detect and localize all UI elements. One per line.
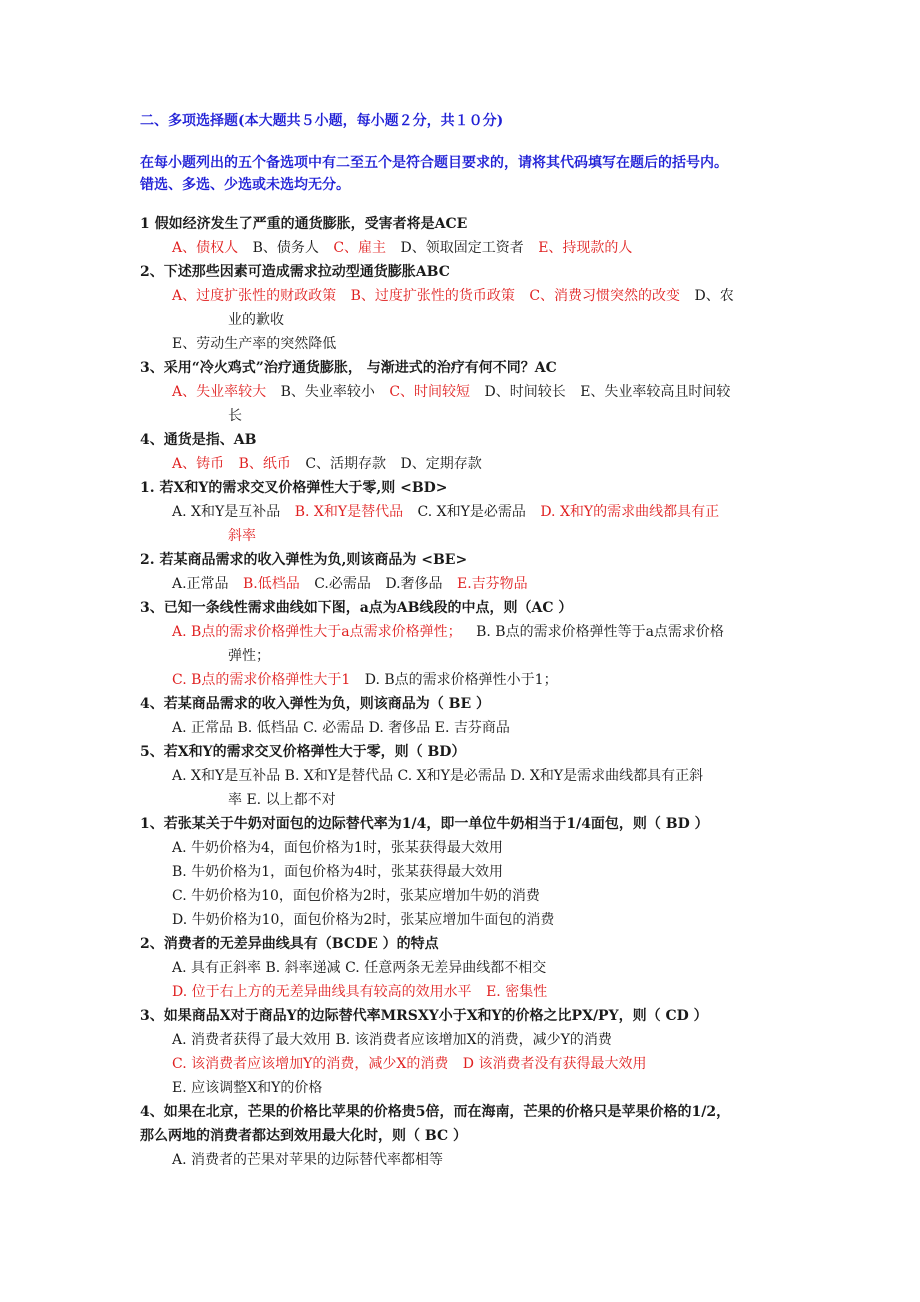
option: D. 牛奶价格为10，面包价格为2时，张某应增加牛面包的消费 — [172, 912, 555, 928]
option-continuation: 长 — [228, 408, 242, 424]
option-continuation: 业的歉收 — [228, 312, 284, 328]
option: D 该消费者没有获得最大效用 — [462, 1056, 647, 1072]
options-row — [172, 500, 790, 524]
option: A. B点的需求价格弹性大于a点需求价格弹性； — [172, 624, 462, 640]
options-row — [172, 380, 790, 404]
option: C. 该消费者应该增加Y的消费，减少X的消费 — [172, 1056, 449, 1072]
options-row — [172, 668, 790, 692]
option: B、债务人 — [252, 240, 319, 256]
question-text: 4、通货是指、AB — [140, 432, 257, 448]
question-text: 3、采用“冷火鸡式”治疗通货膨胀， 与渐进式的治疗有何不同？AC — [140, 360, 557, 376]
option: D.奢侈品 — [385, 576, 443, 592]
option: C. X和Y是必需品 — [417, 504, 526, 520]
options-row — [172, 620, 790, 644]
option: B、过度扩张性的货币政策 — [350, 288, 515, 304]
option: A、债权人 — [172, 240, 239, 256]
option: D、农 — [694, 288, 734, 304]
option: A. X和Y是互补品 B. X和Y是替代品 C. X和Y是必需品 D. X和Y是需求曲线都具有正斜 — [172, 768, 704, 784]
option: E. 密集性 — [486, 984, 548, 1000]
question-text: 4、若某商品需求的收入弹性为负，则该商品为（ BE ） — [140, 696, 490, 712]
section-title: 二、多项选择题(本大题共５小题，每小题２分，共１０分) — [140, 113, 504, 129]
option: B、纸币 — [238, 456, 291, 472]
option: C、时间较短 — [389, 384, 471, 400]
option: A、铸币 — [172, 456, 225, 472]
question-text: 3、如果商品X对于商品Y的边际替代率MRSXY小于X和Y的价格之比PX/PY，则（ CD ） — [140, 1008, 708, 1024]
option: B、失业率较小 — [280, 384, 375, 400]
instructions-line-1: 在每小题列出的五个备选项中有二至五个是符合题目要求的，请将其代码填写在题后的括号内。 — [140, 155, 728, 171]
instructions — [140, 152, 790, 196]
question-text: 5、若X和Y的需求交叉价格弹性大于零，则（ BD） — [140, 744, 466, 760]
instructions-line-2: 错选、多选、少选或未选均无分。 — [140, 177, 350, 193]
option: A.正常品 — [172, 576, 229, 592]
option: E、劳动生产率的突然降低 — [172, 336, 337, 352]
option: C、活期存款 — [305, 456, 387, 472]
options-row — [172, 572, 790, 596]
option: B. X和Y是替代品 — [294, 504, 404, 520]
option: D、领取固定工资者 — [400, 240, 524, 256]
option: A、过度扩张性的财政政策 — [172, 288, 337, 304]
option: A. 消费者获得了最大效用 B. 该消费者应该增加X的消费，减少Y的消费 — [172, 1032, 612, 1048]
option-continuation: 斜率 — [228, 528, 256, 544]
question-text: 2、下述那些因素可造成需求拉动型通货膨胀ABC — [140, 264, 450, 280]
option: A、失业率较大 — [172, 384, 267, 400]
option: A. 正常品 B. 低档品 C. 必需品 D. 奢侈品 E. 吉芬商品 — [172, 720, 510, 736]
question-text: 1、若张某关于牛奶对面包的边际替代率为1/4，即一单位牛奶相当于1/4面包，则（ BD ） — [140, 816, 709, 832]
option: D. X和Y的需求曲线都具有正 — [540, 504, 720, 520]
document-page — [140, 110, 790, 1172]
option: C. B点的需求价格弹性大于1 — [172, 672, 351, 688]
option-continuation: 弹性； — [228, 648, 270, 664]
option: C、雇主 — [333, 240, 387, 256]
question-text: 1 假如经济发生了严重的通货膨胀，受害者将是ACE — [140, 216, 468, 232]
option: D、定期存款 — [400, 456, 482, 472]
option: A. 牛奶价格为4，面包价格为1时，张某获得最大效用 — [172, 840, 503, 856]
options-row — [172, 452, 790, 476]
question-text: 1. 若X和Y的需求交叉价格弹性大于零,则 <BD> — [140, 480, 448, 496]
option: D、时间较长 — [484, 384, 566, 400]
option-continuation: 率 E. 以上都不对 — [228, 792, 336, 808]
option: C.必需品 — [314, 576, 371, 592]
option: E.吉芬物品 — [456, 576, 528, 592]
options-row — [172, 236, 790, 260]
option: D. 位于右上方的无差异曲线具有较高的效用水平 — [172, 984, 472, 1000]
option: B. B点的需求价格弹性等于a点需求价格 — [476, 624, 724, 640]
question-text-continued: 那么两地的消费者都达到效用最大化时，则（ BC ） — [140, 1128, 467, 1144]
option: D. B点的需求价格弹性小于1； — [364, 672, 558, 688]
option: A. X和Y是互补品 — [172, 504, 281, 520]
question-text: 3、已知一条线性需求曲线如下图，a点为AB线段的中点，则（AC ） — [140, 600, 573, 616]
option: E、持现款的人 — [538, 240, 633, 256]
question-text: 2、消费者的无差异曲线具有（BCDE ）的特点 — [140, 936, 439, 952]
question-text: 4、如果在北京，芒果的价格比苹果的价格贵5倍，而在海南，芒果的价格只是苹果价格的1/2， — [140, 1104, 731, 1120]
option: B.低档品 — [243, 576, 300, 592]
question-text: 2. 若某商品需求的收入弹性为负,则该商品为 <BE> — [140, 552, 468, 568]
option: A. 消费者的芒果对苹果的边际替代率都相等 — [172, 1152, 444, 1168]
option: A. 具有正斜率 B. 斜率递减 C. 任意两条无差异曲线都不相交 — [172, 960, 547, 976]
options-row — [172, 980, 790, 1004]
option: C、消费习惯突然的改变 — [529, 288, 681, 304]
option: B. 牛奶价格为1，面包价格为4时，张某获得最大效用 — [172, 864, 504, 880]
option: E、失业率较高且时间较 — [580, 384, 731, 400]
options-row — [172, 284, 790, 308]
option: E. 应该调整X和Y的价格 — [172, 1080, 323, 1096]
options-row — [172, 1052, 790, 1076]
option: C. 牛奶价格为10，面包价格为2时，张某应增加牛奶的消费 — [172, 888, 540, 904]
